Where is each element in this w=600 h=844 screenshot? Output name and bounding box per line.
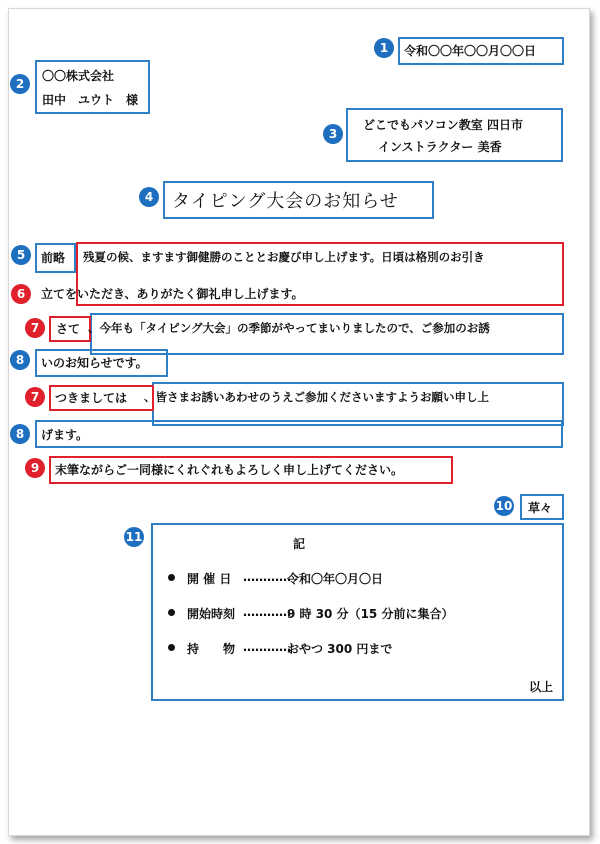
item-1-label: 開 催 日 [187, 572, 232, 586]
marker-10: 10 [494, 496, 514, 516]
item-bullet [168, 574, 175, 581]
marker-7b: 7 [25, 387, 45, 407]
marker-7a: 7 [25, 318, 45, 338]
record-heading: 記 [293, 537, 306, 551]
marker-11: 11 [124, 527, 144, 547]
item-bullet [168, 609, 175, 616]
recipient-company: 〇〇株式会社 [42, 69, 115, 83]
item-2-label: 開始時刻 [187, 607, 236, 621]
marker-6: 6 [11, 284, 31, 304]
marker-1: 1 [374, 38, 394, 58]
para2-line-1: 、今年も「タイピング大会」の季節がやってまいりましたので、ご参加のお誘 [88, 321, 490, 335]
marker-2: 2 [10, 74, 30, 94]
item-3-label: 持 物 [187, 642, 236, 656]
closing-word: 草々 [528, 501, 553, 515]
item-1-leader: ………… [243, 570, 291, 584]
para2-line-2: いのお知らせです。 [41, 356, 148, 370]
end-word: 以上 [529, 680, 554, 694]
para2-start: さて [56, 322, 81, 336]
marker-8b: 8 [10, 424, 30, 444]
letter-title: タイピング大会のお知らせ [172, 191, 399, 212]
item-2-value: 9 時 30 分（15 分前に集合） [287, 607, 454, 621]
item-3-leader: ………… [243, 640, 291, 654]
marker-3: 3 [323, 124, 343, 144]
item-1-value: 令和〇年〇月〇日 [287, 572, 384, 586]
para3-start: つきましては [55, 391, 128, 405]
para3-line-1: 、皆さまお誘いあわせのうえご参加くださいますようお願い申し上 [144, 390, 489, 404]
sender-instructor: インストラクター 美香 [378, 140, 502, 154]
para3-line-2: げます。 [41, 428, 89, 442]
closing-sentence: 末筆ながらご一同様にくれぐれもよろしく申し上げてください。 [55, 463, 404, 477]
greeting-line-1: 残夏の候、ますます御健勝のこととお慶び申し上げます。日頃は格別のお引き [83, 250, 485, 264]
marker-9: 9 [25, 458, 45, 478]
recipient-name: 田中 ユウト 様 [42, 93, 139, 107]
marker-8a: 8 [10, 350, 30, 370]
greeting-line-2: 立てをいただき、ありがたく御礼申し上げます。 [41, 287, 304, 301]
item-3-value: おやつ 300 円まで [287, 642, 393, 656]
sender-school: どこでもパソコン教室 四日市 [363, 118, 523, 132]
opening-word: 前略 [41, 251, 66, 265]
item-2-leader: ………… [243, 605, 291, 619]
para3-line2-box [35, 420, 563, 448]
marker-5: 5 [11, 245, 31, 265]
item-bullet [168, 644, 175, 651]
marker-4: 4 [139, 187, 159, 207]
letter-date: 令和〇〇年〇〇月〇〇日 [404, 44, 537, 58]
